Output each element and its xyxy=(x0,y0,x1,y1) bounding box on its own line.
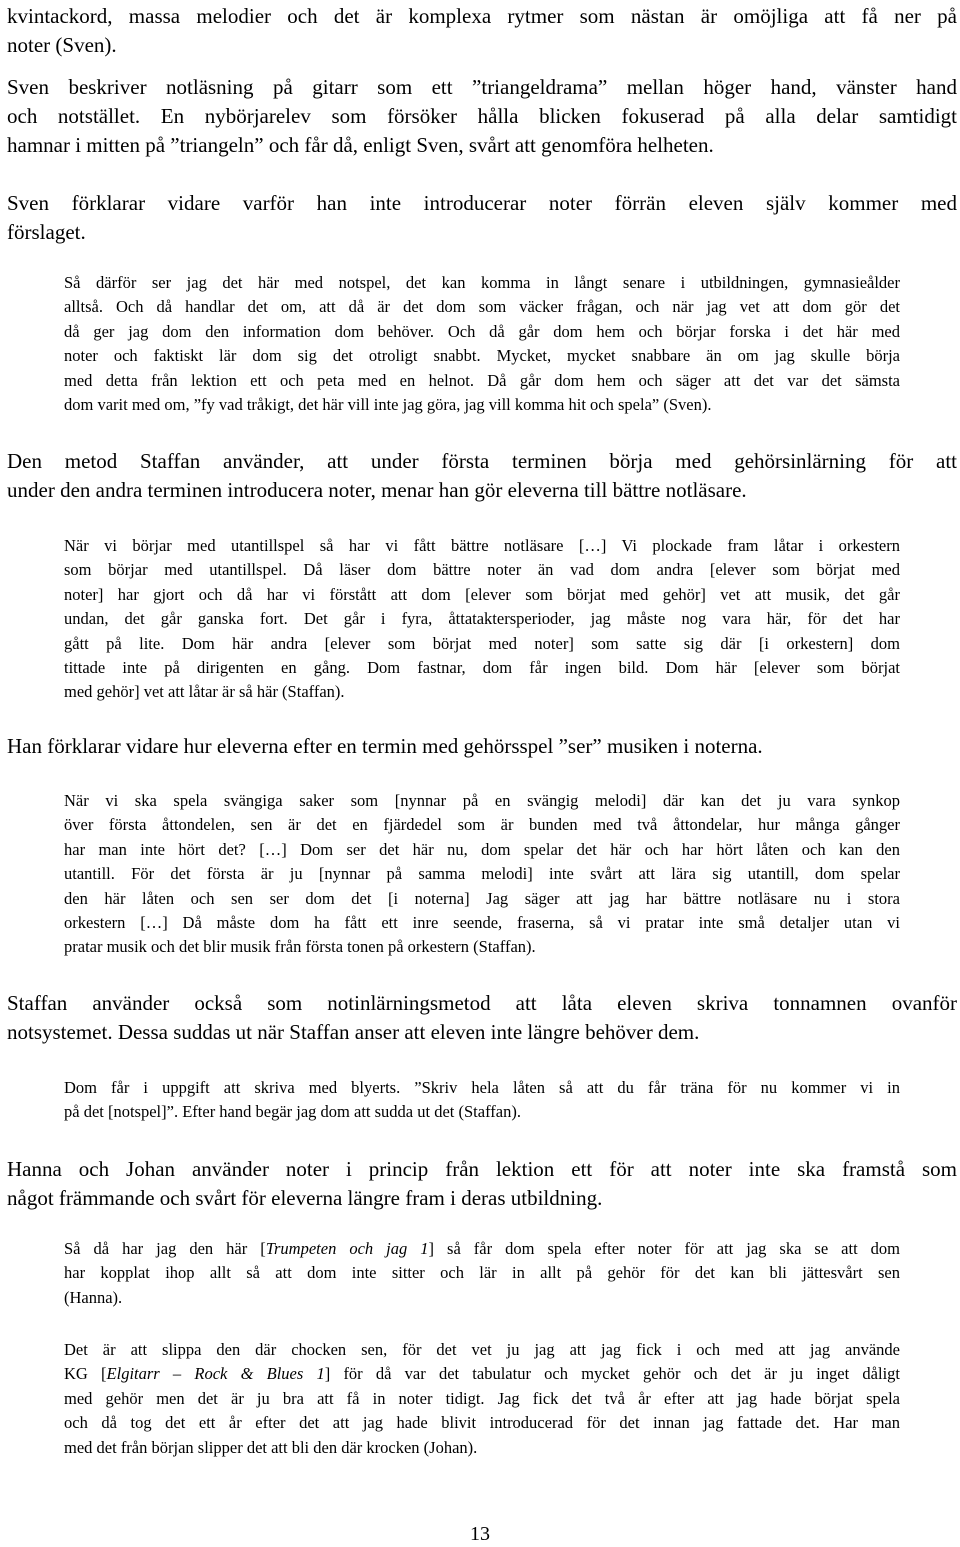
quote-johan-line-2: KG [Elgitarr – Rock & Blues 1] för då var det tabulatur och mycket gehör och det är ju inget dåligt xyxy=(64,1364,900,1384)
paragraph-2 xyxy=(7,73,957,160)
paragraph-3-line-1: Sven förklarar vidare varför han inte introducerar noter förrän eleven själv kommer med xyxy=(7,191,957,215)
quote-johan xyxy=(64,1338,900,1460)
paragraph-1-line-1: kvintackord, massa melodier och det är komplexa rytmer som nästan är omöjliga att få ner på xyxy=(7,4,957,28)
quote-johan-line-1: Det är att slippa den där chocken sen, för det vet ju jag att jag fick i och med att jag använde xyxy=(64,1340,900,1359)
quote-staffan-2 xyxy=(64,789,900,960)
quote-staffan-2-line-7: pratar musik och det blir musik från första tonen på orkestern (Staffan). xyxy=(64,937,536,957)
quote-hanna-line-2: har kopplat ihop allt så att dom inte sitter och lär in allt på gehör för det kan bli jättesvårt sen xyxy=(64,1263,900,1283)
quote-staffan-1-line-2: som börjar med utantillspel. Då läser dom bättre noter än vad dom andra [elever som börjat med xyxy=(64,560,900,580)
quote-staffan-1 xyxy=(64,534,900,705)
quote-johan-line-4: och då tog det ett år efter det att jag hade blivit introducerad för det innan jag fattade det. Har man xyxy=(64,1413,900,1433)
quote-staffan-2-line-2: över första åttondelen, sen är det en fjärdedel som är bunden med två åttondelar, hur många gånger xyxy=(64,815,900,835)
quote-sven-line-3: då ger jag dom den information dom behöver. Och då går dom hem och börjar forska i det här med xyxy=(64,321,900,341)
paragraph-staffan-notation-line-2: notsystemet. Dessa suddas ut när Staffan anser att eleven inte längre behöver dem. xyxy=(7,1020,700,1044)
quote-sven-line-5: med detta från lektion ett och peta med en helnot. Då går dom hem och säger att det var det sämsta xyxy=(64,370,900,390)
paragraph-3-line-2: förslaget. xyxy=(7,220,86,244)
paragraph-2-line-1: Sven beskriver notläsning på gitarr som ett ”triangeldrama” mellan höger hand, vänster hand xyxy=(7,75,957,99)
paragraph-hanna-johan xyxy=(7,1155,957,1213)
quote-staffan-3-line-2: på det [notspel]”. Efter hand begär jag dom att sudda ut det (Staffan). xyxy=(64,1102,521,1122)
paragraph-staffan-method-line-2: under den andra terminen introducera noter, menar han gör eleverna till bättre notläsare. xyxy=(7,478,747,502)
book-title-elgitarr: Elgitarr – Rock & Blues 1 xyxy=(106,1364,325,1384)
paragraph-staffan-method xyxy=(7,447,957,505)
quote-staffan-1-line-4: undan, det går ganska fort. Det går i fyra, åttataktersperioder, jag måste nog vara här, för det har xyxy=(64,609,900,629)
quote-staffan-2-line-1: När vi ska spela svängiga saker som [nynnar på en svängig melodi] där kan det ju vara synkop xyxy=(64,791,900,810)
quote-staffan-2-line-3: har man inte hört det? […] Dom ser det här nu, dom spelar det här och har hört låten och kan den xyxy=(64,839,900,859)
quote-staffan-2-line-5: den här låten och sen ser dom det [i noterna] Jag säger att jag har bättre notläsare nu i stora xyxy=(64,888,900,908)
paragraph-1 xyxy=(7,2,957,60)
quote-staffan-1-line-5: gått på lite. Dom här andra [elever som börjat med noter] som satte sig där [i orkestern] dom xyxy=(64,633,900,653)
quote-sven-line-1: Så därför ser jag det här med notspel, det kan komma in långt senare i utbildningen, gymnasieålder xyxy=(64,273,900,292)
paragraph-staffan-explains-line-1: Han förklarar vidare hur eleverna efter en termin med gehörsspel ”ser” musiken i noterna. xyxy=(7,734,763,758)
book-title-trumpeten: Trumpeten och jag 1 xyxy=(265,1239,429,1258)
quote-sven xyxy=(64,271,900,417)
page-number: 13 xyxy=(470,1523,490,1545)
quote-staffan-1-line-6: tittade inte på dirigenten en gång. Dom fastnar, dom får ingen bild. Dom här [elever som börjat xyxy=(64,658,900,678)
quote-johan-line-3: med gehör men det är ju bra att få in noter tidigt. Jag fick det två år efter att jag hade börjat spela xyxy=(64,1388,900,1408)
quote-staffan-1-line-1: När vi börjar med utantillspel så har vi fått bättre notläsare […] Vi plockade fram låtar i orkestern xyxy=(64,536,900,555)
quote-sven-line-2: alltså. Och då handlar det om, att då är det dom som väcker frågan, och när jag vet att dom gör det xyxy=(64,297,900,317)
quote-hanna-line-1: Så då har jag den här [Trumpeten och jag 1] så får dom spela efter noter för att jag ska se att dom xyxy=(64,1239,901,1258)
paragraph-1-line-2: noter (Sven). xyxy=(7,33,117,57)
quote-staffan-1-line-7: med gehör] vet att låtar är så här (Staffan). xyxy=(64,682,345,702)
quote-staffan-3-line-1: Dom får i uppgift att skriva med blyerts. ”Skriv hela låten så att du får träna för nu kommer vi in xyxy=(64,1078,900,1097)
quote-hanna-line-3: (Hanna). xyxy=(64,1287,123,1307)
quote-hanna xyxy=(64,1237,900,1310)
paragraph-2-line-2: och notstället. En nybörjarelev som försöker hålla blicken fokuserad på alla delar samtidigt xyxy=(7,104,957,128)
paragraph-staffan-explains xyxy=(7,732,957,761)
quote-staffan-2-line-6: orkestern […] Då måste dom ha fått ett inre seende, fraserna, så vi pratar inte små detaljer utan vi xyxy=(64,913,900,933)
quote-sven-line-4: noter och faktiskt lär dom sig det otroligt snabbt. Mycket, mycket snabbare än om jag skulle börja xyxy=(64,346,900,366)
paragraph-staffan-notation-line-1: Staffan använder också som notinlärningsmetod att låta eleven skriva tonnamnen ovanför xyxy=(7,991,957,1015)
quote-staffan-3 xyxy=(64,1076,900,1125)
quote-johan-line-5: med det från början slipper det att bli den där krocken (Johan). xyxy=(64,1437,478,1457)
quote-staffan-1-line-3: noter] har gjort och då har vi förstått att dom [elever som börjat med gehör] vet att musik, det går xyxy=(64,584,900,604)
paragraph-staffan-notation xyxy=(7,989,957,1047)
quote-sven-line-6: dom varit med om, ”fy vad tråkigt, det här vill inte jag göra, jag vill komma hit och spela” (Sven). xyxy=(64,395,712,415)
paragraph-2-line-3: hamnar i mitten på ”triangeln” och får då, enligt Sven, svårt att genomföra helheten. xyxy=(7,133,714,157)
paragraph-hanna-johan-line-1: Hanna och Johan använder noter i princip från lektion ett för att noter inte ska framstå som xyxy=(7,1157,957,1181)
paragraph-3 xyxy=(7,189,957,247)
paragraph-staffan-method-line-1: Den metod Staffan använder, att under första terminen börja med gehörsinlärning för att xyxy=(7,449,957,473)
paragraph-hanna-johan-line-2: något främmande och svårt för eleverna längre fram i deras utbildning. xyxy=(7,1186,603,1210)
quote-staffan-2-line-4: utantill. För det första är ju [nynnar på samma melodi] inte svårt att lära sig utantill, dom spelar xyxy=(64,864,900,884)
